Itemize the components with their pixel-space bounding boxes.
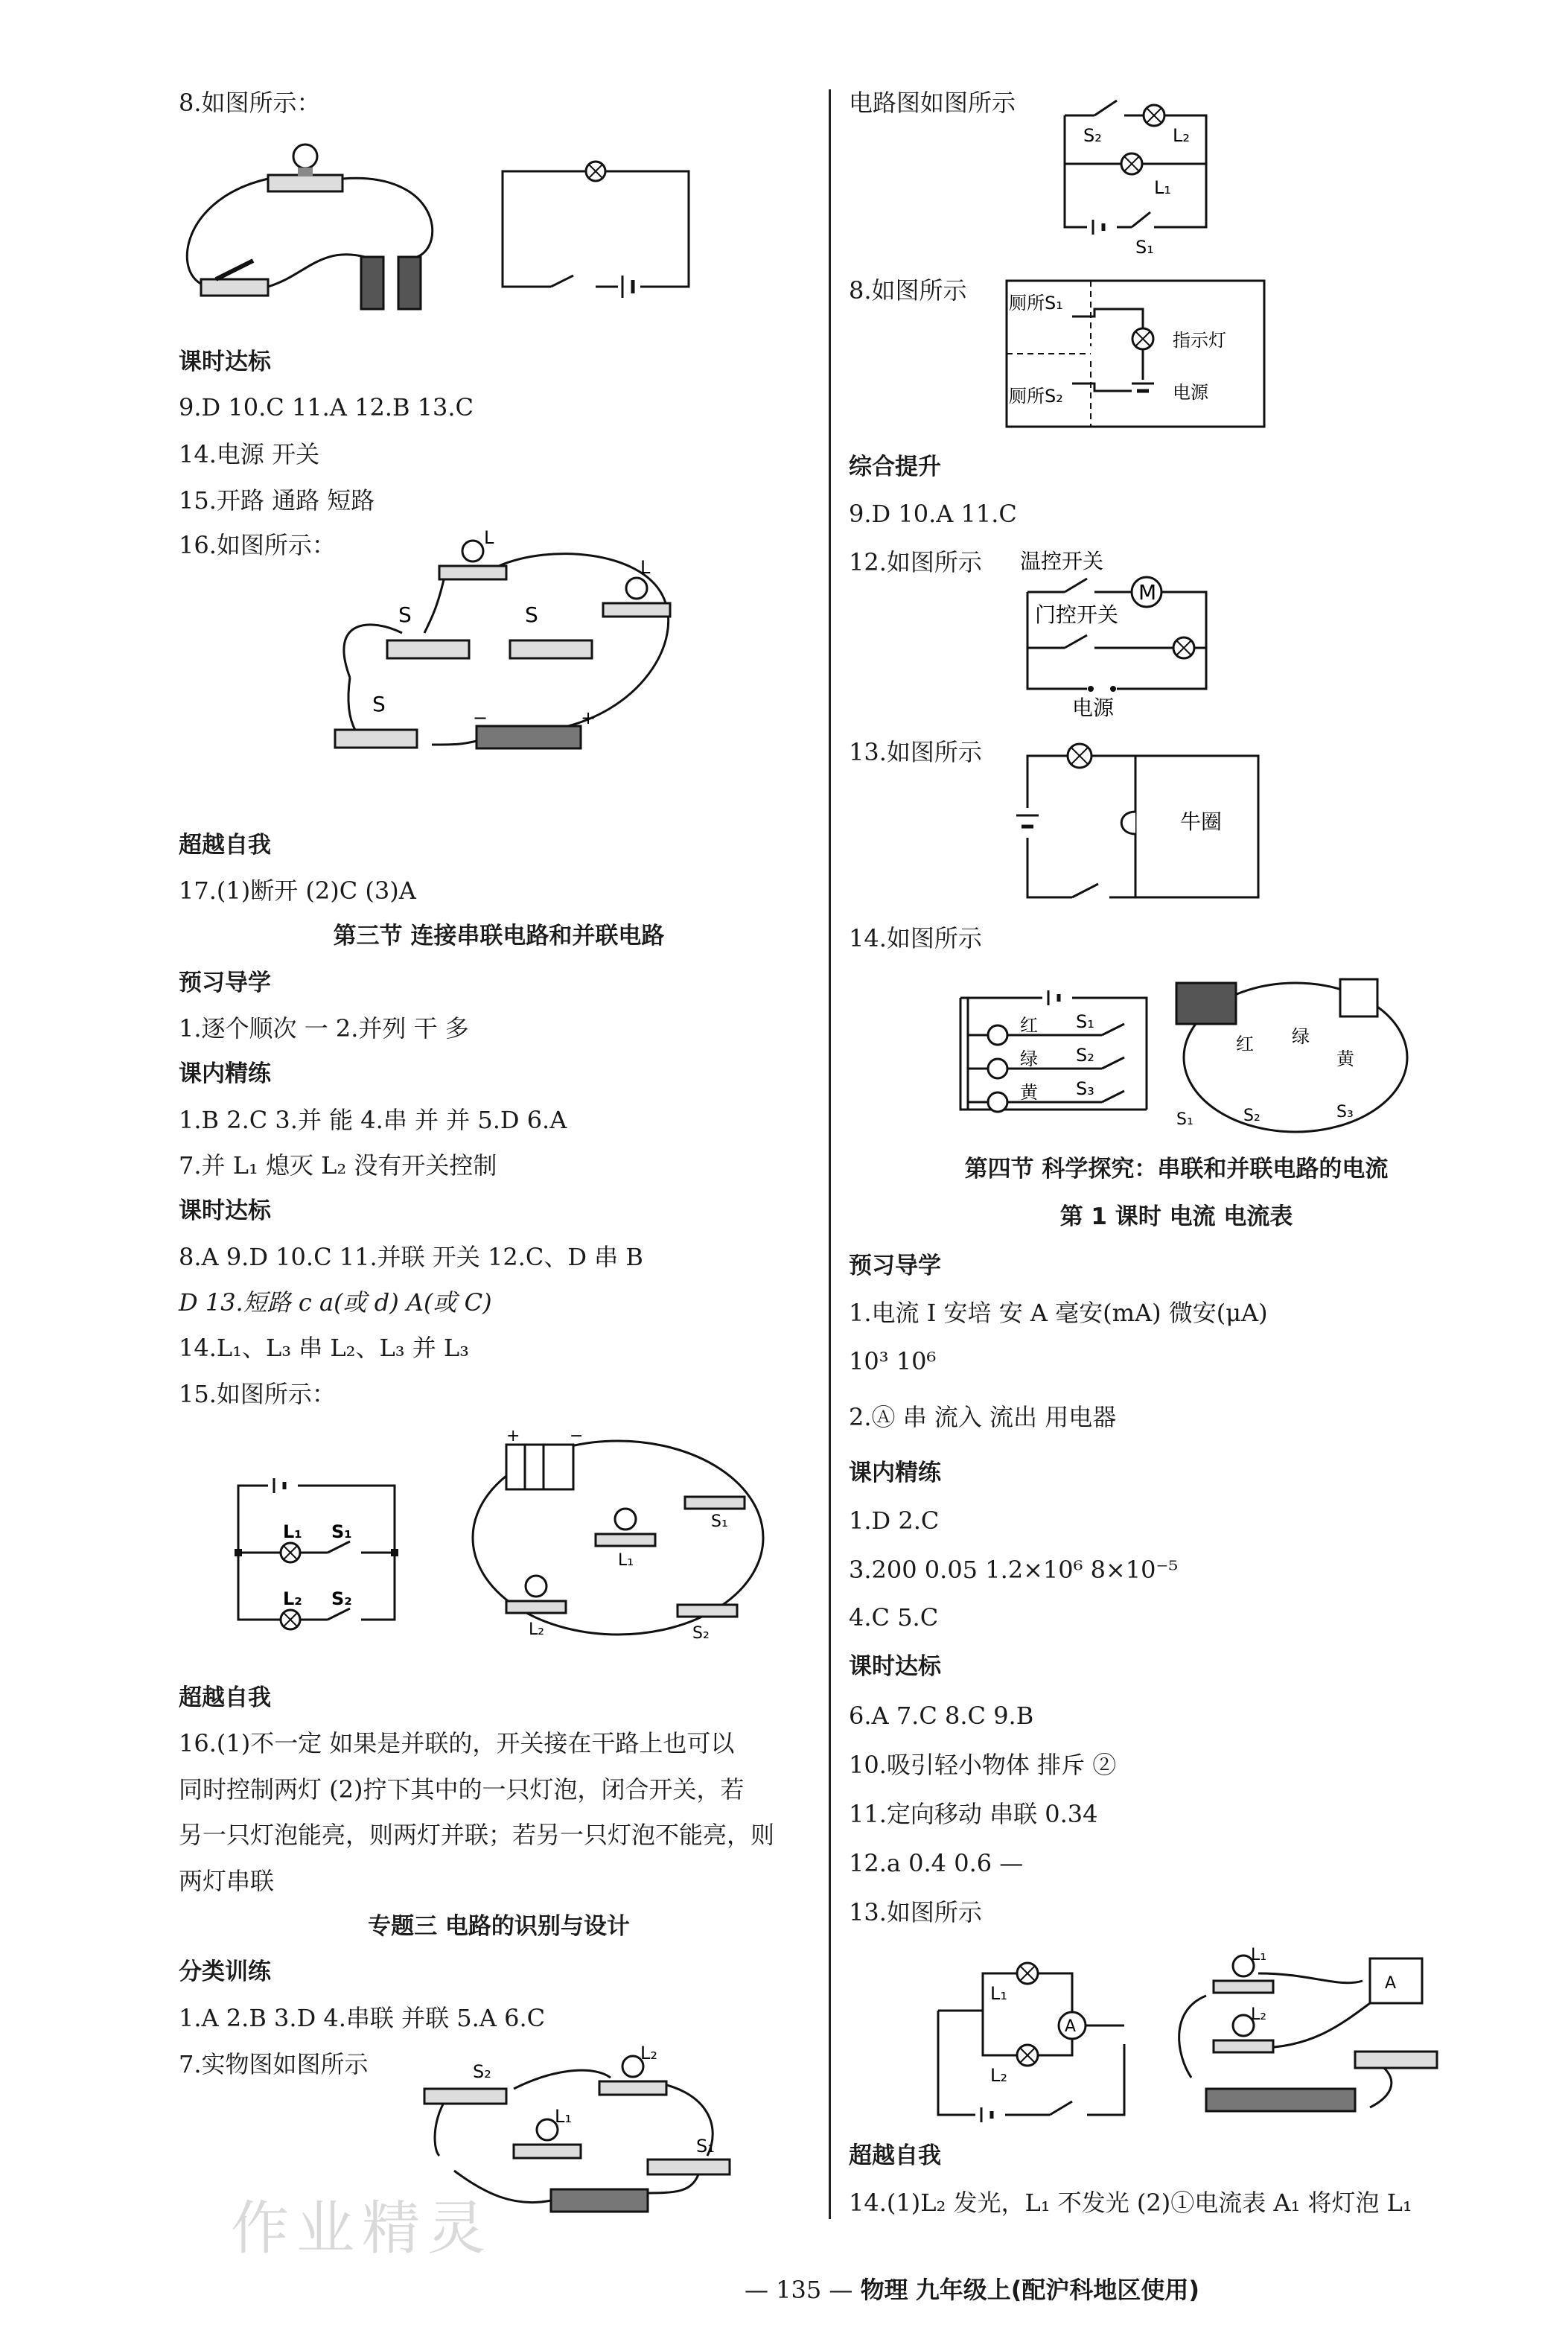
svg-text:+: + [506, 1430, 520, 1445]
svg-text:S: S [525, 602, 538, 627]
label-wenkong: 温控开关 [1020, 549, 1104, 573]
figure-r14 [953, 968, 1415, 1139]
svg-text:红: 红 [1236, 1034, 1254, 1054]
svg-text:L₁: L₁ [618, 1551, 634, 1570]
r17: 13.如图所示 [849, 1898, 982, 1926]
label-niuquan: 牛圈 [1180, 809, 1223, 834]
svg-text:L: L [640, 557, 651, 578]
svg-text:S₁: S₁ [1176, 1110, 1193, 1129]
svg-text:L₁: L₁ [1154, 177, 1171, 198]
figure-r12 [1020, 547, 1251, 719]
p1: 1.逐个顺次 一 2.并列 干 多 [179, 1014, 469, 1043]
p2: 1.B 2.C 3.并 能 4.串 并 并 5.D 6.A [179, 1106, 567, 1134]
heading-kenei-right: 课内精练 [849, 1460, 941, 1486]
r3: 9.D 10.A 11.C [849, 500, 1017, 528]
figure-r13 [1013, 741, 1266, 905]
p3: 7.并 L₁ 熄灭 L₂ 没有开关控制 [179, 1151, 497, 1180]
svg-text:S₃: S₃ [1336, 1103, 1354, 1121]
figure-r-schematic-top [1057, 86, 1228, 257]
svg-text:−: − [570, 1430, 584, 1445]
heading-chaoyue-1: 超越自我 [179, 832, 271, 859]
r4: 12.如图所示 [849, 548, 982, 576]
figure-r8 [1005, 279, 1266, 428]
q14: 14.电源 开关 [179, 440, 320, 468]
heading-keshi-2: 课时达标 [179, 1197, 271, 1224]
row-yellow [968, 1078, 1124, 1112]
svg-text:L₁: L₁ [283, 1521, 302, 1542]
footer-subject: 物理 [860, 2276, 908, 2304]
q15: 15.开路 通路 短路 [179, 486, 375, 515]
svg-text:L₂: L₂ [529, 1620, 545, 1639]
r9: 2.Ⓐ 串 流入 流出 用电器 [849, 1403, 1117, 1431]
svg-text:S₁: S₁ [1135, 237, 1154, 257]
svg-text:黄: 黄 [1020, 1082, 1038, 1103]
p12: 1.A 2.B 3.D 4.串联 并联 5.A 6.C [179, 2004, 546, 2032]
row-green [968, 1045, 1124, 1078]
svg-text:S: S [372, 692, 386, 716]
svg-text:S₁: S₁ [711, 1512, 728, 1531]
svg-text:A: A [1385, 1974, 1397, 1993]
r11: 3.200 0.05 1.2×10⁶ 8×10⁻⁵ [849, 1556, 1179, 1584]
q8-text: 8.如图所示： [179, 89, 321, 117]
q17: 17.(1)断开 (2)C (3)A [179, 876, 416, 905]
heading-yuxi-left: 预习导学 [179, 970, 271, 996]
r10: 1.D 2.C [849, 1506, 940, 1535]
section-4-title: 第四节 科学探究：串联和并联电路的电流 [964, 1156, 1389, 1183]
svg-text:S₂: S₂ [1076, 1045, 1094, 1066]
topic-3-title: 专题三 电路的识别与设计 [368, 1913, 630, 1940]
svg-text:红: 红 [1020, 1015, 1038, 1036]
heading-chaoyue-2: 超越自我 [179, 1684, 271, 1711]
svg-text:L₂: L₂ [640, 2044, 657, 2063]
svg-text:L₂: L₂ [990, 2065, 1007, 2086]
svg-text:L₁: L₁ [990, 1983, 1007, 2004]
svg-text:+: + [581, 707, 596, 728]
section-3-title: 第三节 连接串联电路和并联电路 [333, 923, 665, 949]
svg-text:S₁: S₁ [331, 1521, 352, 1542]
r12: 4.C 5.C [849, 1603, 939, 1632]
label-l1-a: L [484, 529, 494, 548]
svg-text:S₂: S₂ [331, 1588, 352, 1609]
r7: 1.电流 I 安培 安 A 毫安(mA) 微安(μA) [849, 1299, 1268, 1327]
r8: 10³ 10⁶ [849, 1347, 937, 1375]
figure-r13-ammeter [923, 1944, 1459, 2122]
heading-kenei-left: 课内精练 [179, 1060, 271, 1087]
q9-13: 9.D 10.C 11.A 12.B 13.C [179, 393, 474, 421]
row-red [968, 1011, 1124, 1045]
svg-text:S₂: S₂ [473, 2061, 491, 2082]
r13: 6.A 7.C 8.C 9.B [849, 1702, 1034, 1730]
p10: 另一只灯泡能亮，则两灯并联；若另一只灯泡不能亮，则 [179, 1821, 775, 1849]
watermark: 作业精灵 [231, 2195, 494, 2262]
heading-keshi-1: 课时达标 [179, 349, 271, 375]
p4: 8.A 9.D 10.C 11.并联 开关 12.C、D 串 B [179, 1243, 643, 1271]
r18: 14.(1)L₂ 发光，L₁ 不发光 (2)①电流表 A₁ 将灯泡 L₁ [849, 2189, 1412, 2217]
heading-keshi-right: 课时达标 [849, 1653, 941, 1680]
label-zhishideng: 指示灯 [1173, 330, 1226, 351]
svg-text:电源: 电源 [1072, 696, 1115, 719]
svg-text:S: S [398, 602, 412, 627]
p13: 7.实物图如图所示 [179, 2050, 369, 2078]
heading-chaoyue-right: 超越自我 [849, 2142, 941, 2169]
heading-zonghe: 综合提升 [849, 454, 941, 480]
svg-text:L₁: L₁ [555, 2106, 572, 2127]
label-ammeter: A [1065, 2017, 1077, 2036]
figure-q8 [171, 127, 707, 335]
p8: 16.(1)不一定 如果是并联的，开关接在干路上也可以 [179, 1729, 735, 1757]
p5: D 13.短路 c a(或 d) A(或 C) [179, 1288, 492, 1317]
svg-text:S₁: S₁ [1076, 1011, 1094, 1032]
page-number: 135 [776, 2276, 822, 2304]
p7: 15.如图所示： [179, 1380, 336, 1408]
label-dianyuan: 电源 [1173, 382, 1208, 403]
r2: 8.如图所示 [849, 276, 967, 305]
r1: 电路图如图所示 [849, 89, 1016, 117]
lesson-1-title: 第 1 课时 电流 电流表 [1059, 1203, 1293, 1230]
r6: 14.如图所示 [849, 924, 982, 952]
label-cesuo-s1: 厕所S₁ [1009, 293, 1063, 314]
svg-text:S₂: S₂ [1243, 1107, 1261, 1125]
p6: 14.L₁、L₃ 串 L₂、L₃ 并 L₃ [179, 1334, 469, 1362]
svg-text:S₂: S₂ [692, 1624, 710, 1643]
svg-text:绿: 绿 [1020, 1048, 1038, 1069]
r15: 11.定向移动 串联 0.34 [849, 1800, 1098, 1828]
r5: 13.如图所示 [849, 738, 982, 766]
svg-text:S₂: S₂ [1083, 125, 1102, 146]
heading-yuxi-right: 预习导学 [849, 1253, 941, 1279]
p11: 两灯串联 [179, 1867, 275, 1895]
label-menkong: 门控开关 [1035, 602, 1119, 627]
page-footer: — 135 — 物理 九年级上(配沪科地区使用) [745, 2276, 1200, 2304]
label-motor: M [1138, 580, 1157, 605]
svg-text:黄: 黄 [1336, 1048, 1354, 1069]
p9: 同时控制两灯 (2)拧下其中的一只灯泡，闭合开关，若 [179, 1775, 745, 1804]
footer-grade: 九年级上(配沪科地区使用) [915, 2276, 1200, 2304]
svg-text:S₁: S₁ [696, 2136, 715, 2157]
figure-q15 [231, 1430, 834, 1646]
svg-text:−: − [473, 707, 488, 728]
svg-text:L₂: L₂ [1173, 125, 1190, 146]
svg-text:S₃: S₃ [1076, 1078, 1094, 1099]
q16: 16.如图所示： [179, 531, 336, 559]
svg-text:绿: 绿 [1292, 1026, 1310, 1047]
figure-q16 [328, 529, 707, 774]
svg-text:L₂: L₂ [1251, 2005, 1267, 2024]
r16: 12.a 0.4 0.6 — [849, 1849, 1024, 1877]
heading-fenlei: 分类训练 [179, 1958, 271, 1985]
column-divider [829, 89, 831, 2219]
r14: 10.吸引轻小物体 排斥 ② [849, 1751, 1117, 1779]
svg-text:L₂: L₂ [283, 1588, 302, 1609]
label-cesuo-s2: 厕所S₂ [1009, 386, 1063, 407]
svg-text:L₁: L₁ [1251, 1946, 1267, 1964]
